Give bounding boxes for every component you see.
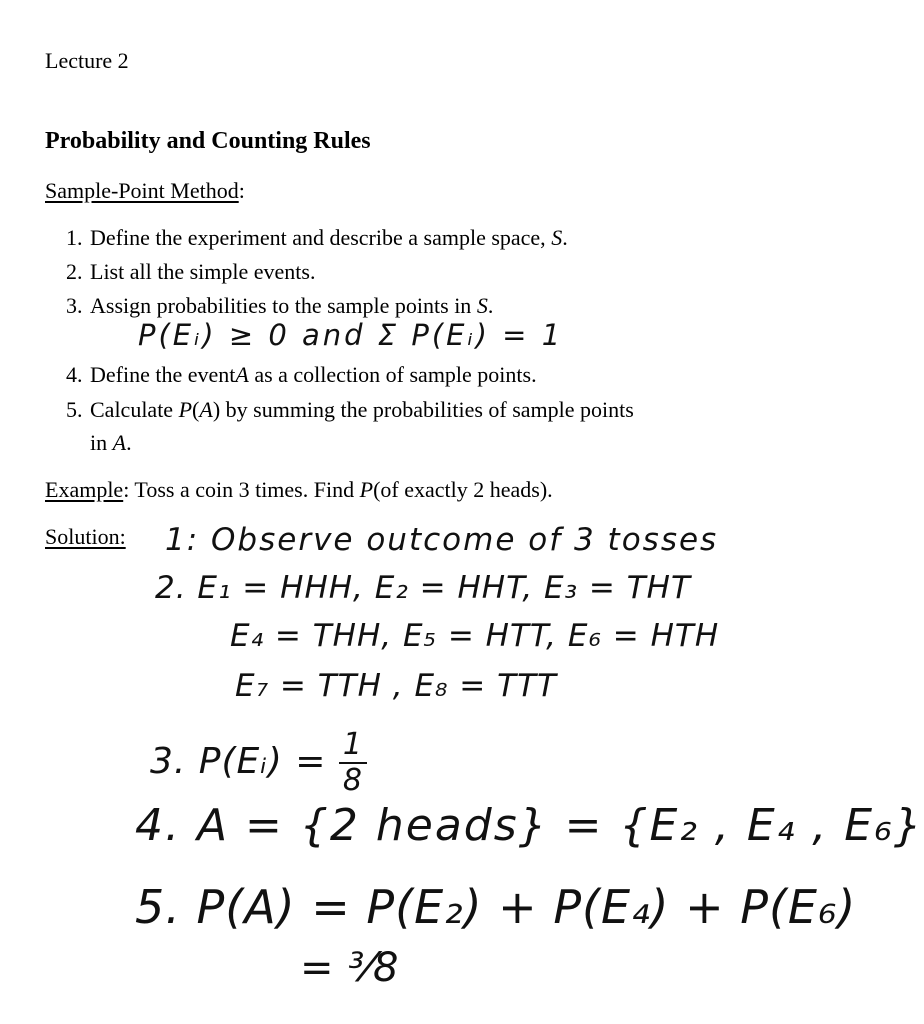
- var-a: A: [112, 430, 127, 455]
- list-text: Define the event: [90, 362, 236, 387]
- fraction: [339, 727, 367, 798]
- list-text: .: [487, 293, 494, 318]
- list-num: 4.: [66, 362, 83, 387]
- list-item-1: [66, 225, 568, 251]
- list-text: .: [126, 430, 132, 455]
- fraction-numerator: 1: [339, 730, 367, 764]
- solution-step-2-line-1: 2. E₁ = HHH, E₂ = HHT, E₃ = THT: [155, 570, 691, 606]
- method-heading: [45, 178, 245, 204]
- list-num: 1.: [66, 225, 83, 250]
- solution-step-1: 1: Observe outcome of 3 tosses: [165, 522, 719, 558]
- list-num: 3.: [66, 293, 83, 318]
- var-p: P: [359, 477, 374, 502]
- var-s: S: [551, 225, 563, 250]
- var-s: S: [476, 293, 488, 318]
- list-text: List all the simple events.: [90, 259, 316, 284]
- list-item-2: [66, 259, 315, 285]
- method-colon: :: [238, 178, 245, 203]
- example-line: [45, 477, 553, 503]
- method-heading-text: Sample-Point Method: [45, 178, 239, 203]
- solution-step-2-line-2: E₄ = THH, E₅ = HTT, E₆ = HTH: [230, 618, 720, 654]
- solution-step-4: 4. A = {2 heads} = {E₂ , E₄ , E₆}: [135, 800, 924, 851]
- var-p: P: [178, 397, 193, 422]
- solution-step-5: 5. P(A) = P(E₂) + P(E₄) + P(E₆): [135, 880, 857, 934]
- list-item-4: [66, 362, 537, 388]
- list-text: Define the experiment and describe a sample space,: [90, 225, 552, 250]
- list-text: .: [562, 225, 568, 250]
- step3-prefix: 3. P(Eᵢ) =: [150, 741, 339, 782]
- fraction-denominator: 8: [342, 763, 363, 798]
- list-text: ) by summing the probabilities of sample points: [212, 397, 634, 422]
- list-item-3: [66, 293, 493, 319]
- list-text: as a collection of sample points.: [248, 362, 537, 387]
- lecture-label: Lecture 2: [45, 48, 129, 73]
- handwritten-annotation: P(Eᵢ) ≥ 0 and Σ P(Eᵢ) = 1: [138, 318, 564, 352]
- solution-step-5-result: = ³⁄8: [300, 945, 400, 991]
- page-title: Probability and Counting Rules: [45, 128, 371, 154]
- solution-label-text: Solution:: [45, 524, 126, 549]
- list-text: Assign probabilities to the sample points in: [90, 293, 477, 318]
- list-item-5: [66, 397, 634, 423]
- example-label: Example: [45, 477, 124, 502]
- list-text: Calculate: [90, 397, 179, 422]
- example-text: : Toss a coin 3 times. Find: [123, 477, 360, 502]
- list-item-5-continued: [90, 430, 132, 456]
- list-text: (: [192, 397, 200, 422]
- list-num: 5.: [66, 397, 83, 422]
- var-a: A: [235, 362, 249, 387]
- var-a: A: [199, 397, 213, 422]
- example-text: (of exactly 2 heads).: [373, 477, 553, 502]
- solution-step-2-line-3: E₇ = TTH , E₈ = TTT: [235, 668, 557, 704]
- solution-step-3: [150, 727, 367, 798]
- list-text: in: [90, 430, 113, 455]
- solution-label: [45, 524, 126, 550]
- list-num: 2.: [66, 259, 83, 284]
